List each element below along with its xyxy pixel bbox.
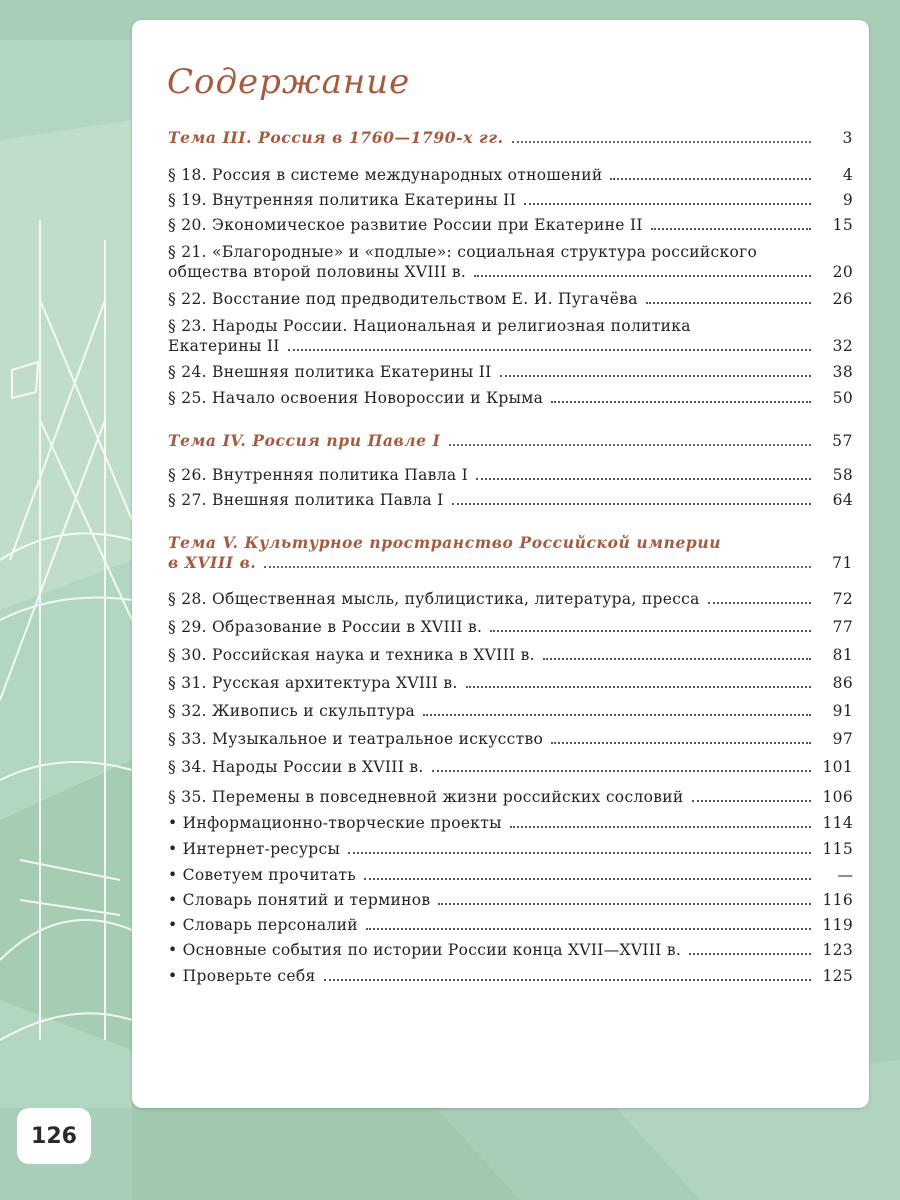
dot-leader	[646, 302, 811, 304]
toc-entry[interactable]	[168, 757, 853, 777]
toc-page-number: —	[837, 866, 853, 884]
toc-page-number: 97	[832, 730, 853, 748]
toc-entry[interactable]	[168, 673, 853, 693]
toc-entry[interactable]	[168, 336, 853, 356]
toc-entry-title: в XVIII в.	[168, 553, 257, 572]
dot-leader	[551, 401, 811, 403]
toc-page-number: 125	[822, 967, 853, 985]
dot-leader	[476, 478, 811, 480]
toc-entry[interactable]	[168, 165, 853, 185]
toc-entry[interactable]	[168, 839, 853, 859]
toc-entry[interactable]	[168, 940, 853, 960]
toc-entry-title: § 31. Русская архитектура XVIII в.	[168, 674, 458, 692]
toc-entry[interactable]	[168, 215, 853, 235]
toc-page-number: 20	[832, 263, 853, 281]
toc-entry-title: § 18. Россия в системе международных отношений	[168, 166, 603, 184]
dot-leader	[524, 203, 811, 205]
toc-entry-title: Тема III. Россия в 1760—1790-х гг.	[168, 128, 504, 147]
theme-heading-line: Тема V. Культурное пространство Российской империи	[168, 533, 722, 552]
toc-entry-title: • Словарь понятий и терминов	[168, 891, 431, 909]
toc-page-number: 115	[822, 840, 853, 858]
toc-entry[interactable]	[168, 865, 853, 885]
dot-leader	[366, 928, 811, 930]
dot-leader	[432, 770, 811, 772]
toc-entry[interactable]	[168, 966, 853, 986]
toc-entry[interactable]	[168, 787, 853, 807]
toc-entry-title: § 20. Экономическое развитие России при Екатерине II	[168, 216, 643, 234]
dot-leader	[264, 566, 811, 568]
toc-entry-title: • Основные события по истории России конца XVII—XVIII в.	[168, 941, 682, 959]
toc-page-number: 64	[832, 491, 853, 509]
toc-entry[interactable]	[168, 617, 853, 637]
toc-entry-title: • Информационно-творческие проекты	[168, 814, 502, 832]
toc-page-number: 81	[832, 646, 853, 664]
toc-page-number: 116	[822, 891, 853, 909]
toc-entry-title: • Словарь персоналий	[168, 916, 358, 934]
toc-entry-title: § 26. Внутренняя политика Павла I	[168, 466, 469, 484]
toc-page-number: 50	[832, 389, 853, 407]
toc-entry-title: общества второй половины XVIII в.	[168, 263, 467, 281]
dot-leader	[452, 503, 811, 505]
toc-page-number: 26	[832, 290, 853, 308]
toc-entry[interactable]	[168, 813, 853, 833]
toc-entry-title: § 29. Образование в России в XVIII в.	[168, 618, 483, 636]
toc-page-number: 123	[822, 941, 853, 959]
dot-leader	[438, 903, 811, 905]
toc-entry-title: • Советуем прочитать	[168, 866, 357, 884]
dot-leader	[449, 444, 812, 446]
toc-entry-title: § 28. Общественная мысль, публицистика, литература, пресса	[168, 590, 700, 608]
toc-entry[interactable]	[168, 262, 853, 282]
dot-leader	[466, 686, 811, 688]
toc-page-number: 114	[822, 814, 853, 832]
toc-entry[interactable]	[168, 289, 853, 309]
toc-page-number: 57	[832, 432, 853, 450]
page-title: Содержание	[167, 62, 411, 102]
theme-heading[interactable]	[168, 553, 853, 573]
toc-entry[interactable]	[168, 915, 853, 935]
dot-leader	[348, 852, 811, 854]
toc-entry[interactable]	[168, 589, 853, 609]
dot-leader	[364, 878, 811, 880]
dot-leader	[543, 658, 811, 660]
toc-page-number: 72	[832, 590, 853, 608]
toc-page-number: 101	[822, 758, 853, 776]
toc-entry-title: § 19. Внутренняя политика Екатерины II	[168, 191, 516, 209]
toc-entry-line: § 21. «Благородные» и «подлые»: социальная структура российского	[168, 243, 758, 261]
toc-entry[interactable]	[168, 890, 853, 910]
dot-leader	[610, 178, 811, 180]
dot-leader	[474, 275, 811, 277]
toc-entry[interactable]	[168, 465, 853, 485]
toc-entry-line: § 23. Народы России. Национальная и религиозная политика	[168, 317, 691, 335]
dot-leader	[490, 630, 811, 632]
toc-page-number: 4	[842, 166, 853, 184]
toc-entry-title: § 33. Музыкальное и театральное искусство	[168, 730, 544, 748]
dot-leader	[692, 800, 812, 802]
dot-leader	[510, 826, 811, 828]
toc-entry[interactable]	[168, 490, 853, 510]
toc-entry-title: Тема IV. Россия при Павле I	[168, 431, 441, 450]
toc-page-number: 71	[832, 554, 853, 572]
page-number: 126	[17, 1108, 91, 1164]
toc-page-number: 32	[832, 337, 853, 355]
toc-entry-title: • Проверьте себя	[168, 967, 316, 985]
toc-entry-title: Екатерины II	[168, 337, 280, 355]
dot-leader	[500, 375, 811, 377]
dot-leader	[708, 602, 811, 604]
toc-entry[interactable]	[168, 362, 853, 382]
dot-leader	[689, 953, 811, 955]
toc-entry-title: § 30. Российская наука и техника в XVIII в.	[168, 646, 535, 664]
theme-heading[interactable]	[168, 431, 853, 451]
toc-entry-title: § 25. Начало освоения Новороссии и Крыма	[168, 389, 544, 407]
toc-entry-title: § 35. Перемены в повседневной жизни российских сословий	[168, 788, 684, 806]
toc-entry[interactable]	[168, 645, 853, 665]
toc-page-number: 86	[832, 674, 853, 692]
toc-entry-title: • Интернет-ресурсы	[168, 840, 341, 858]
toc-page-number: 9	[842, 191, 853, 209]
toc-page-number: 77	[832, 618, 853, 636]
toc-page-number: 38	[832, 363, 853, 381]
dot-leader	[423, 714, 811, 716]
toc-page-number: 58	[832, 466, 853, 484]
dot-leader	[651, 228, 811, 230]
toc-page-number: 91	[832, 702, 853, 720]
toc-entry-title: § 32. Живопись и скульптура	[168, 702, 416, 720]
toc-page-number: 15	[832, 216, 853, 234]
toc-entry-title: § 24. Внешняя политика Екатерины II	[168, 363, 492, 381]
toc-page-number: 119	[822, 916, 853, 934]
theme-heading[interactable]	[168, 128, 853, 148]
toc-entry[interactable]	[168, 701, 853, 721]
toc-entry[interactable]	[168, 190, 853, 210]
toc-page-number: 106	[822, 788, 853, 806]
toc-entry[interactable]	[168, 388, 853, 408]
toc-entry-title: § 27. Внешняя политика Павла I	[168, 491, 444, 509]
toc-entry[interactable]	[168, 729, 853, 749]
dot-leader	[288, 349, 811, 351]
toc-entry-title: § 34. Народы России в XVIII в.	[168, 758, 424, 776]
dot-leader	[324, 979, 811, 981]
toc-page-number: 3	[842, 129, 853, 147]
toc-entry-title: § 22. Восстание под предводительством Е. И. Пугачёва	[168, 290, 638, 308]
dot-leader	[551, 742, 811, 744]
dot-leader	[512, 141, 811, 143]
